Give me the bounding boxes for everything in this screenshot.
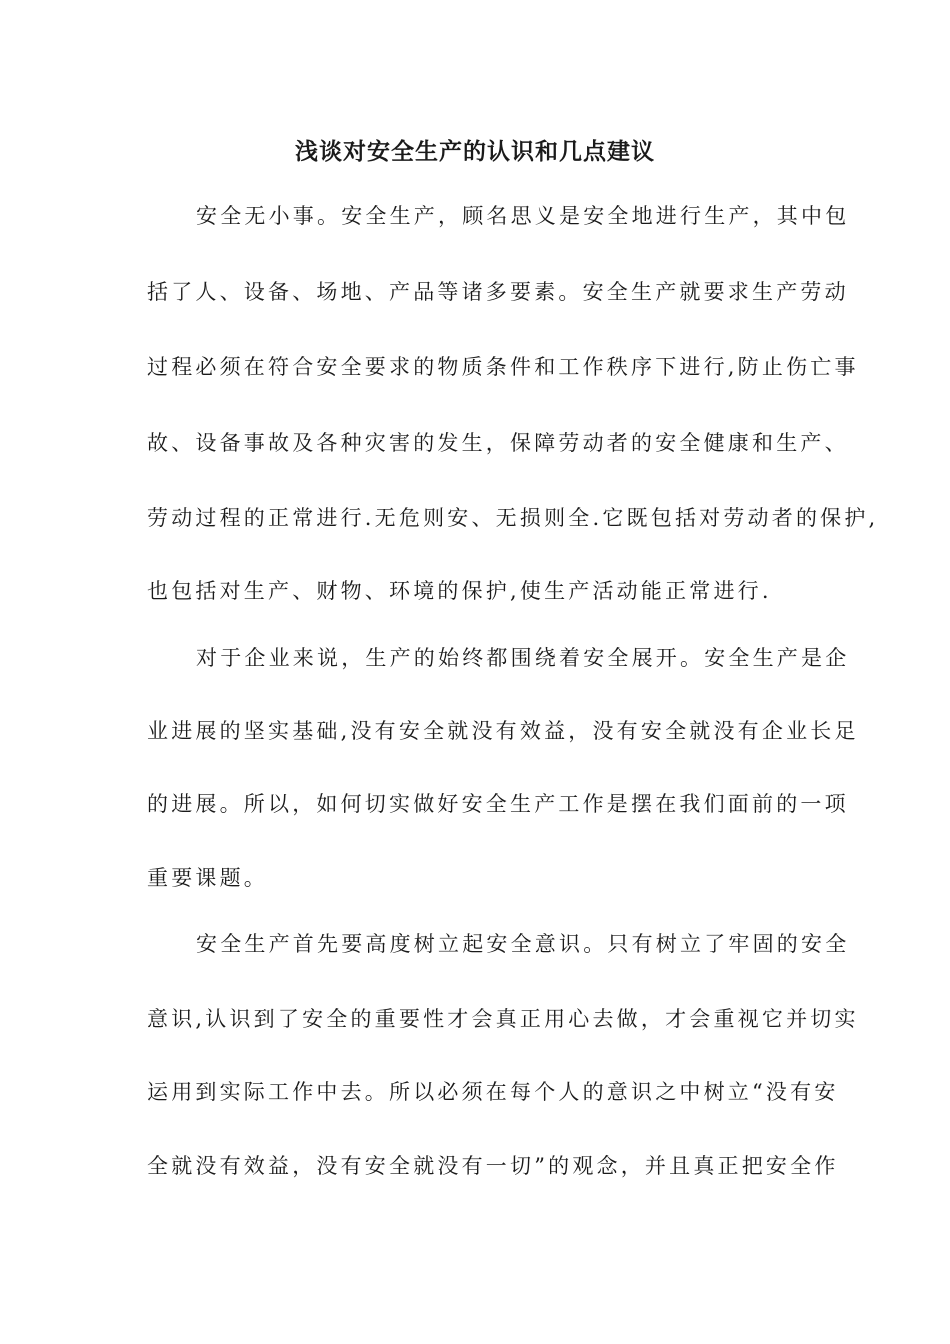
paragraph-3-line-4: 全就没有效益，没有安全就没有一切”的观念，并且真正把安全作 [147, 1154, 839, 1178]
paragraph-2-line-2: 业进展的坚实基础,没有安全就没有效益，没有安全就没有企业长足 [147, 719, 859, 743]
paragraph-1-line-4: 故、设备事故及各种灾害的发生，保障劳动者的安全健康和生产、 [147, 431, 849, 455]
paragraph-1-line-2: 括了人、设备、场地、产品等诸多要素。安全生产就要求生产劳动 [147, 280, 849, 304]
paragraph-3-line-3: 运用到实际工作中去。所以必须在每个人的意识之中树立“没有安 [147, 1080, 839, 1104]
paragraph-1-line-6: 也包括对生产、财物、环境的保护,使生产活动能正常进行. [147, 579, 772, 603]
document-title: 浅谈对安全生产的认识和几点建议 [295, 138, 655, 165]
paragraph-1-line-1: 安全无小事。安全生产，顾名思义是安全地进行生产，其中包 [196, 204, 850, 228]
paragraph-3-line-2: 意识,认识到了安全的重要性才会真正用心去做，才会重视它并切实 [147, 1007, 859, 1031]
paragraph-2-line-1: 对于企业来说，生产的始终都围绕着安全展开。安全生产是企 [196, 646, 850, 670]
paragraph-3-line-1: 安全生产首先要高度树立起安全意识。只有树立了牢固的安全 [196, 932, 850, 956]
paragraph-1-line-5: 劳动过程的正常进行.无危则安、无损则全.它既包括对劳动者的保护, [147, 506, 879, 530]
paragraph-2-line-4: 重要课题。 [147, 866, 268, 890]
paragraph-2-line-3: 的进展。所以，如何切实做好安全生产工作是摆在我们面前的一项 [147, 792, 849, 816]
paragraph-1-line-3: 过程必须在符合安全要求的物质条件和工作秩序下进行,防止伤亡事 [147, 355, 859, 379]
